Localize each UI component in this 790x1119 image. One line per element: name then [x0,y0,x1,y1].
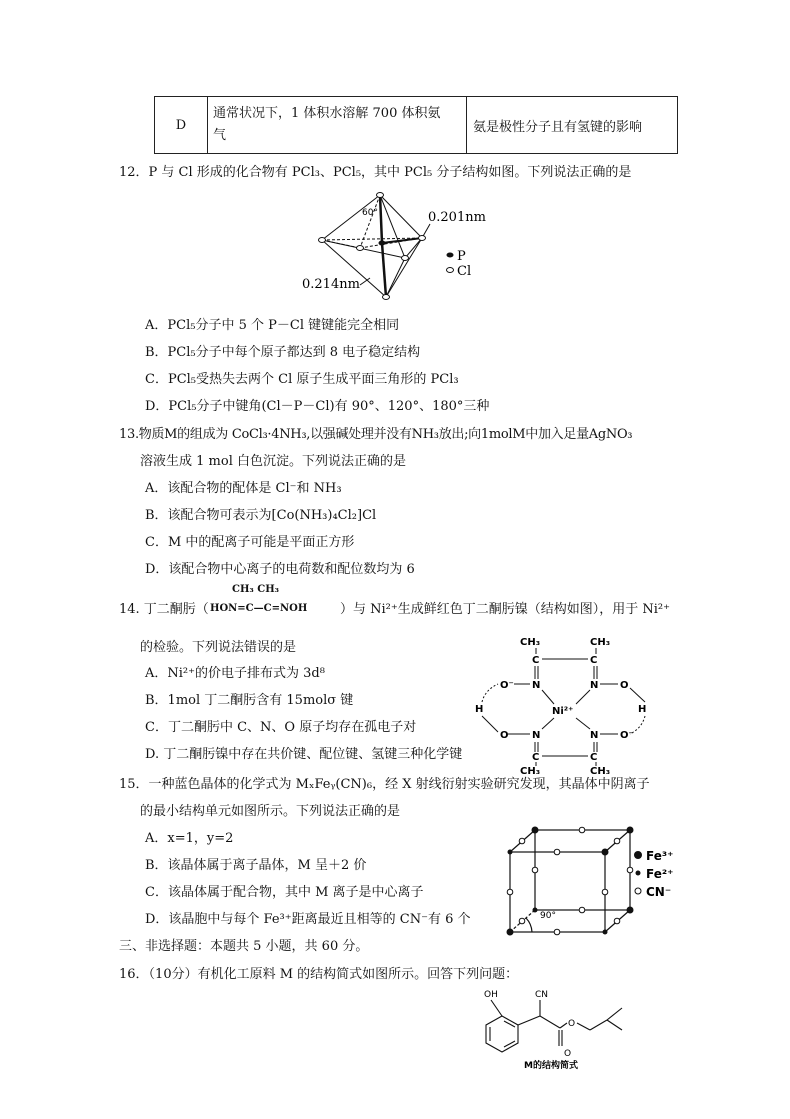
pcl5-angle-label: 60° [362,208,378,218]
ominus-top: O⁻ [500,680,514,691]
table-row [155,97,678,154]
fact-line1: 通常状况下，1 体积水溶解 700 体积氨 [213,106,441,121]
oh-label: OH [484,990,498,1000]
legend-fe3-label: Fe³⁺ [646,849,674,863]
ch3-bottom-right: CH₃ [590,766,611,776]
legend-cl-label: Cl [457,264,472,279]
n-top-right: N [590,680,599,691]
m-structure-caption: M的结构简式 [524,1061,578,1071]
q15-option-a: A．x=1，y=2 [145,831,234,846]
ch3-top-left: CH₃ [520,637,541,648]
ch3-bottom-left: CH₃ [520,766,541,776]
table-cell-fact [208,97,467,154]
pcl5-structure-figure [300,190,500,305]
cn-label: CN [535,990,549,1000]
pcl5-bond1-label: 0.201nm [428,210,486,225]
q14-option-c: C．丁二酮肟中 C、N、O 原子均存在孤电子对 [145,720,417,735]
legend-cn-label: CN⁻ [646,885,672,899]
cell-angle-label: 90° [540,911,556,921]
q14-stem-b: ）与 Ni²⁺生成鲜红色丁二酮肟镍（结构如图），用于 Ni²⁺ [340,602,670,617]
q15-option-b: B．该晶体属于离子晶体，M 呈＋2 价 [145,858,367,873]
q12-option-b: B．PCl₅分子中每个原子都达到 8 电子稳定结构 [145,345,421,360]
c-bottom-left: C [532,752,540,763]
q14-option-a: A．Ni²⁺的价电子排布式为 3d⁸ [145,666,325,681]
table-cell-reason: 氨是极性分子且有氢键的影响 [467,97,678,154]
n-bottom-left: N [532,730,541,741]
section-3-heading: 三、非选择题：本题共 5 小题，共 60 分。 [119,939,369,954]
q12-option-a: A．PCl₅分子中 5 个 P－Cl 键键能完全相同 [145,318,400,333]
q13-option-a: A．该配合物的配体是 Cl⁻和 NH₃ [145,481,342,496]
c-top-left: C [532,655,540,666]
n-top-left: N [532,680,541,691]
pcl5-bond2-label: 0.214nm [302,277,360,292]
o-bottom-left: O [500,730,509,741]
ni-center: Ni²⁺ [552,706,574,717]
q12-option-d: D．PCl₅分子中键角(Cl－P－Cl)有 90°、120°、180°三种 [145,399,490,414]
q13-option-d: D．该配合物中心离子的电荷数和配位数均为 6 [145,562,415,577]
legend-p-label: P [457,249,466,264]
h-left: H [475,704,484,715]
h-right: H [638,704,647,715]
q14-stem-line2: 的检验。下列说法错误的是 [140,640,297,655]
c-bottom-right: C [590,752,598,763]
ominus-bottom: O⁻ [620,730,634,741]
q13-option-c: C．M 中的配离子可能是平面正方形 [145,535,355,550]
q13-option-b: B．该配合物可表示为[Co(NH₃)₄Cl₂]Cl [145,508,377,523]
q12-stem: 12．P 与 Cl 形成的化合物有 PCl₃、PCl₅，其中 PCl₅ 分子结构如图。下列说法正确的是 [119,165,632,180]
q15-stem-line2: 的最小结构单元如图所示。下列说法正确的是 [140,804,401,819]
inline-formula-bottom: HON=C—C=NOH [210,603,308,614]
ch3-top-right: CH₃ [590,637,611,648]
o-top-right: O [620,680,629,691]
q14-stem-a: 14. 丁二酮肟（ [119,602,209,617]
fact-line2: 气 [213,128,227,143]
q14-option-b: B．1mol 丁二酮肟含有 15molσ 键 [145,693,354,708]
q14-option-d: D. 丁二酮肟镍中存在共价键、配位键、氢键三种化学键 [145,747,463,762]
q15-stem-line1: 15．一种蓝色晶体的化学式为 MₓFeᵧ(CN)₆，经 X 射线衍射实验研究发现，其晶体中阴离子 [119,777,650,792]
c-top-right: C [590,655,598,666]
nickel-dimethylglyoxime-figure [470,628,660,776]
crystal-cell-figure [500,822,695,937]
carbonyl-o-label: O [564,1049,572,1059]
q13-stem-line2: 溶液生成 1 mol 白色沉淀。下列说法正确的是 [140,454,406,469]
q12-option-c: C．PCl₅受热失去两个 Cl 原子生成平面三角形的 PCl₃ [145,372,459,387]
q15-option-d: D．该晶胞中与每个 Fe³⁺距离最近且相等的 CN⁻有 6 个 [145,912,471,927]
compound-m-structure-figure [462,988,642,1080]
q16-stem: 16．（10分）有机化工原料 M 的结构简式如图所示。回答下列问题： [119,967,519,982]
q15-option-c: C．该晶体属于配合物，其中 M 离子是中心离子 [145,885,424,900]
table-cell-letter: D [155,97,208,154]
legend-fe2-label: Fe²⁺ [646,867,674,881]
inline-formula-top: CH₃ CH₃ [232,584,280,595]
q14-inline-formula [210,584,307,614]
q13-stem-line1: 13.物质M的组成为 CoCl₃·4NH₃,以强碱处理并没有NH₃放出;向1molM中加入足量AgNO₃ [119,427,633,442]
answer-table [154,96,678,154]
n-bottom-right: N [590,730,599,741]
ester-o-label: O [568,1019,576,1029]
